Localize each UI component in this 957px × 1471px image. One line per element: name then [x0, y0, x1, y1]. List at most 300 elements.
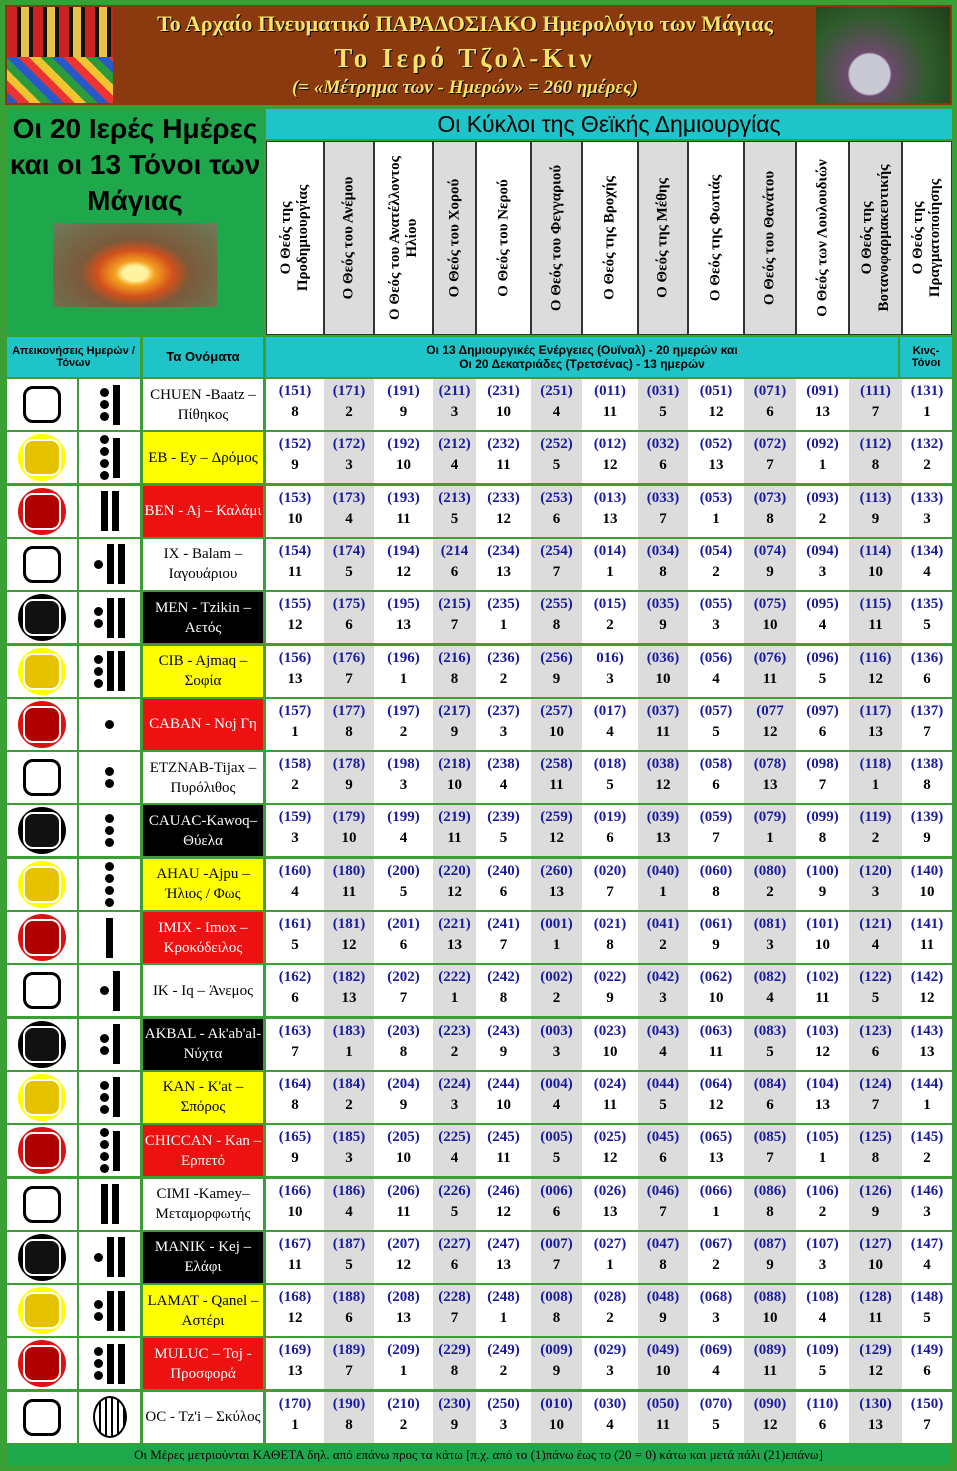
kin-cell: [433, 1125, 476, 1176]
tone-number: 2: [818, 510, 827, 527]
kin-number: (023): [593, 1022, 627, 1039]
ceremony-photo: [816, 7, 950, 103]
kin-cell: [531, 646, 582, 697]
tone-glyph-icon: [79, 1392, 140, 1443]
kin-number: (056): [699, 649, 733, 666]
tone-number: 11: [762, 670, 778, 687]
kin-cell: [582, 805, 638, 856]
kin-cell: [324, 912, 374, 963]
fire-photo: [53, 223, 217, 307]
kin-cell: [476, 912, 531, 963]
kin-number: (173): [332, 489, 366, 506]
kin-cell: [688, 432, 744, 483]
kin-cell: [688, 1285, 744, 1336]
tone-number: 6: [659, 1150, 667, 1167]
kin-number: (079): [753, 809, 787, 826]
tone-number: 6: [399, 937, 408, 953]
tone-number: 1: [499, 1310, 508, 1327]
kin-cell: [266, 1338, 324, 1389]
kin-cell: [324, 432, 374, 483]
day-glyph-icon: [7, 1125, 77, 1176]
kin-number: (223): [438, 1022, 471, 1039]
kin-cell: [324, 805, 374, 856]
kin-number: (119): [859, 809, 892, 826]
tone-number: 5: [552, 1150, 561, 1167]
kin-number: (250): [487, 1395, 520, 1412]
tone-glyph-icon: [79, 539, 140, 590]
tone-number: 8: [606, 937, 614, 953]
kin-cell: [531, 592, 582, 643]
tone-number: 9: [399, 1096, 408, 1113]
day-name: MULUC – Toj - Προσφορά: [143, 1338, 263, 1389]
kin-cell: [582, 539, 638, 590]
kin-number: (075): [753, 596, 787, 613]
kin-number: (012): [593, 436, 627, 453]
tone-number: 13: [287, 670, 303, 687]
kin-number: (189): [332, 1342, 366, 1359]
kin-cell: [531, 486, 582, 537]
tone-number: 4: [923, 1256, 931, 1273]
tone-number: 11: [396, 510, 411, 527]
kin-number: (095): [806, 596, 839, 613]
day-name: CIMI -Kamey– Μεταμορφωτής: [143, 1179, 263, 1230]
kin-cell: [744, 1019, 796, 1070]
kin-number: (074): [753, 542, 787, 559]
kin-number: (053): [699, 489, 733, 506]
kin-number: (060): [699, 862, 733, 879]
tone-number: 10: [447, 777, 462, 794]
day-glyph-icon: [7, 912, 77, 963]
kin-cell: [796, 646, 849, 697]
kin-cell: [849, 859, 902, 910]
kin-cell: [433, 1392, 476, 1443]
kin-cell: [324, 539, 374, 590]
kin-number: (143): [910, 1022, 944, 1039]
tone-number: 8: [659, 563, 667, 580]
tone-glyph-icon: [79, 912, 140, 963]
kin-cell: [638, 1392, 688, 1443]
kin-number: (089): [753, 1342, 787, 1359]
header-subtitle: (= «Μέτρημα των - Ημερών» = 260 ημέρες): [291, 77, 639, 98]
kin-number: (227): [438, 1235, 471, 1252]
tone-number: 10: [868, 1256, 883, 1273]
kin-number: (108): [806, 1289, 839, 1306]
tone-number: 4: [923, 563, 931, 580]
kin-number: (178): [332, 756, 366, 773]
kin-number: (187): [332, 1235, 366, 1252]
kin-cell: [744, 486, 796, 537]
kin-number: (107): [806, 1235, 839, 1252]
kin-number: (076): [753, 649, 787, 666]
tone-number: 9: [871, 1203, 880, 1220]
kin-cell: [266, 592, 324, 643]
kin-cell: [582, 1392, 638, 1443]
tone-number: 11: [287, 563, 303, 580]
kin-cell: [849, 1392, 902, 1443]
cycles-title: Οι Κύκλοι της Θεϊκής Δημιουργίας: [266, 109, 952, 139]
kin-cell: [902, 1338, 952, 1389]
kin-number: (030): [593, 1395, 627, 1412]
kin-number: (238): [487, 756, 520, 773]
tone-number: 5: [923, 617, 931, 634]
kin-cell: [638, 486, 688, 537]
tone-number: 9: [345, 777, 353, 794]
kin-cell: [476, 965, 531, 1016]
kin-number: (050): [646, 1395, 680, 1412]
kin-number: (097): [806, 702, 839, 719]
table-row: [5, 646, 952, 697]
kin-cell: [266, 1019, 324, 1070]
kin-number: (052): [699, 436, 733, 453]
kin-number: (230): [438, 1395, 471, 1412]
tone-glyph-icon: [79, 1072, 140, 1123]
kin-cell: [531, 965, 582, 1016]
tone-number: 13: [868, 723, 883, 740]
kin-cell: [476, 486, 531, 537]
kin-cell: [266, 539, 324, 590]
kin-number: (110): [806, 1395, 839, 1412]
tone-number: 2: [291, 777, 299, 794]
kin-number: (087): [753, 1235, 787, 1252]
kin-cell: [531, 1179, 582, 1230]
tone-number: 13: [815, 404, 830, 420]
tone-number: 8: [399, 1043, 408, 1060]
tone-number: 13: [549, 883, 564, 900]
tone-number: 6: [450, 563, 459, 580]
tone-number: 8: [659, 1256, 667, 1273]
kin-cell: [849, 1232, 902, 1283]
kin-number: (170): [278, 1395, 312, 1412]
kin-number: (033): [646, 489, 680, 506]
tone-number: 6: [659, 457, 667, 474]
tone-number: 13: [287, 1363, 303, 1380]
tone-number: 6: [552, 510, 561, 527]
kin-number: (239): [487, 809, 520, 826]
kin-cell: [688, 699, 744, 750]
kin-cell: [902, 539, 952, 590]
kin-number: (112): [859, 436, 892, 453]
kin-number: (020): [593, 862, 627, 879]
tone-number: 8: [923, 777, 931, 794]
tone-number: 3: [659, 990, 667, 1007]
kin-cell: [902, 432, 952, 483]
table-row: [5, 912, 952, 963]
kin-number: (034): [646, 542, 680, 559]
kin-number: (105): [806, 1129, 839, 1146]
kin-cell: [688, 805, 744, 856]
tone-number: 3: [499, 1416, 508, 1433]
kin-cell: [744, 699, 796, 750]
kin-number: (085): [753, 1129, 787, 1146]
kin-cell: [688, 486, 744, 537]
tone-number: 4: [552, 1096, 561, 1113]
kin-number: (071): [753, 383, 787, 399]
kin-cell: [324, 1338, 374, 1389]
kin-cell: [266, 1125, 324, 1176]
kin-cell: [531, 859, 582, 910]
header-energies-line2: Οι 20 Δεκατριάδες (Τρετσένας) - 13 ημερών: [459, 357, 705, 371]
tone-number: 1: [450, 990, 459, 1007]
tone-number: 3: [766, 937, 774, 953]
kin-number: (025): [593, 1129, 627, 1146]
table-row: [5, 486, 952, 537]
god-column-4: [433, 141, 476, 335]
god-label: Ο Θεός του Νερού: [495, 179, 511, 297]
kin-cell: [324, 1232, 374, 1283]
tone-glyph-icon: [79, 1179, 140, 1230]
tone-number: 9: [291, 457, 299, 474]
tone-number: 6: [291, 990, 299, 1007]
kin-number: (214: [440, 542, 469, 559]
tone-number: 7: [659, 510, 667, 527]
kin-cell: [476, 539, 531, 590]
tone-number: 9: [552, 1363, 561, 1380]
kin-cell: [374, 1232, 433, 1283]
tone-number: 11: [708, 1043, 724, 1060]
kin-cell: [638, 592, 688, 643]
kin-number: (160): [278, 862, 312, 879]
tone-number: 8: [450, 670, 459, 687]
kin-number: (080): [753, 862, 787, 879]
kin-cell: [796, 1019, 849, 1070]
kin-cell: [849, 752, 902, 803]
tone-number: 7: [399, 990, 408, 1007]
kin-number: (128): [859, 1289, 892, 1306]
tone-number: 8: [552, 1310, 561, 1327]
kin-number: (057): [699, 702, 733, 719]
god-label: Ο Θεός της Βοτανοφαρμακευτικής: [858, 164, 892, 312]
kin-number: (093): [806, 489, 839, 506]
god-label: Ο Θεός του Φεγγαριού: [548, 164, 564, 312]
kin-cell: [266, 752, 324, 803]
tone-number: 4: [399, 830, 408, 847]
table-row: [5, 1285, 952, 1336]
kin-cell: [796, 805, 849, 856]
kin-number: (147): [910, 1235, 944, 1252]
kin-cell: [531, 805, 582, 856]
kin-cell: [582, 1232, 638, 1283]
tone-number: 6: [499, 883, 508, 900]
kin-number: (082): [753, 969, 787, 986]
header-line1: Το Αρχαίο Πνευματικό ΠΑΡΑΔΟΣΙΑΚΟ Ημερολόγιο των Μάγιας: [157, 11, 773, 36]
header-energies: [266, 337, 898, 377]
kin-cell: [902, 752, 952, 803]
kin-number: (038): [646, 756, 680, 773]
kin-number: (049): [646, 1342, 680, 1359]
kin-cell: [796, 752, 849, 803]
kin-number: (210): [387, 1395, 420, 1412]
day-glyph-icon: [7, 432, 77, 483]
tone-number: 1: [291, 723, 299, 740]
kin-number: (008): [540, 1289, 573, 1306]
kin-cell: [744, 592, 796, 643]
tone-number: 2: [712, 563, 720, 580]
kin-number: (117): [859, 702, 892, 719]
table-row: [5, 1392, 952, 1443]
tone-number: 3: [606, 1363, 614, 1380]
kin-cell: [638, 1179, 688, 1230]
tone-number: 8: [871, 1150, 880, 1167]
kin-cell: [374, 752, 433, 803]
intro-title: Οι 20 Ιερές Ημέρες και οι 13 Τόνοι των Μάγιας: [9, 113, 261, 216]
header-energies-line1: Οι 13 Δημιουργικές Ενέργειες (Ουϊναλ) - 20 ημερών και: [426, 343, 738, 357]
kin-cell: [902, 1125, 952, 1176]
tone-number: 7: [923, 1416, 931, 1433]
kin-cell: [324, 646, 374, 697]
kin-number: (148): [910, 1289, 944, 1306]
kin-cell: [849, 432, 902, 483]
kin-number: (226): [438, 1182, 471, 1199]
day-name: AHAU -Ajpu – Ήλιος / Φως: [143, 859, 263, 910]
tone-number: 7: [450, 617, 459, 634]
tone-number: 10: [396, 457, 411, 474]
kin-cell: [638, 912, 688, 963]
kin-cell: [531, 539, 582, 590]
kin-number: (177): [332, 702, 366, 719]
kin-cell: [582, 379, 638, 430]
kin-cell: [476, 1179, 531, 1230]
kin-cell: [902, 379, 952, 430]
kin-number: (209): [387, 1342, 420, 1359]
tone-number: 12: [287, 617, 303, 634]
tone-number: 4: [606, 1416, 614, 1433]
kin-number: (216): [438, 649, 471, 666]
tone-glyph-icon: [79, 1232, 140, 1283]
kin-cell: [796, 699, 849, 750]
tone-number: 5: [450, 1203, 459, 1220]
kin-number: (011): [594, 383, 626, 399]
tone-number: 11: [815, 990, 830, 1007]
tone-number: 8: [345, 723, 353, 740]
kin-number: (176): [332, 649, 366, 666]
kin-number: (127): [859, 1235, 892, 1252]
tone-number: 5: [450, 510, 459, 527]
tone-number: 8: [291, 404, 299, 420]
kin-number: (099): [806, 809, 839, 826]
kin-cell: [796, 1072, 849, 1123]
kin-cell: [582, 432, 638, 483]
tone-number: 2: [871, 830, 880, 847]
day-glyph-icon: [7, 805, 77, 856]
kin-number: (145): [910, 1129, 944, 1146]
kin-number: (101): [806, 916, 839, 932]
tone-number: 10: [708, 990, 724, 1007]
kin-number: (036): [646, 649, 680, 666]
tone-number: 12: [708, 1096, 724, 1113]
kin-number: (228): [438, 1289, 471, 1306]
kin-number: (199): [387, 809, 420, 826]
kin-cell: [688, 539, 744, 590]
kin-cell: [796, 1338, 849, 1389]
kin-cell: [744, 805, 796, 856]
tone-number: 9: [766, 1256, 774, 1273]
kin-number: (004): [540, 1075, 573, 1092]
tone-glyph-icon: [79, 859, 140, 910]
kin-cell: [688, 1338, 744, 1389]
tone-glyph-icon: [79, 432, 140, 483]
tone-number: 12: [396, 1256, 411, 1273]
kin-number: (198): [387, 756, 420, 773]
tone-number: 13: [815, 1096, 830, 1113]
kin-number: (151): [278, 383, 312, 399]
kin-cell: [324, 859, 374, 910]
tone-number: 11: [655, 723, 671, 740]
kin-cell: [849, 965, 902, 1016]
kin-cell: [688, 752, 744, 803]
kin-number: (191): [387, 383, 420, 399]
kin-number: (192): [387, 436, 420, 453]
tone-number: 10: [496, 1096, 511, 1113]
tone-number: 12: [602, 457, 618, 474]
kin-cell: [902, 1179, 952, 1230]
kin-cell: [266, 805, 324, 856]
kin-number: (116): [859, 649, 892, 666]
god-label: Ο Θεός του Ανέμου: [340, 176, 357, 300]
tone-glyph-icon: [79, 965, 140, 1016]
kin-cell: [374, 805, 433, 856]
tone-number: 2: [399, 723, 408, 740]
kin-cell: [476, 432, 531, 483]
tone-number: 6: [871, 1043, 880, 1060]
tone-number: 2: [606, 1310, 614, 1327]
kin-cell: [476, 1019, 531, 1070]
kin-number: (235): [487, 596, 520, 613]
kin-number: (183): [332, 1022, 366, 1039]
kin-cell: [266, 965, 324, 1016]
tone-number: 3: [871, 883, 880, 900]
kin-number: (203): [387, 1022, 420, 1039]
kin-number: (122): [859, 969, 892, 986]
tone-glyph-icon: [79, 379, 140, 430]
tone-number: 4: [450, 457, 459, 474]
table-row: [5, 539, 952, 590]
table-row: [5, 1232, 952, 1283]
kin-cell: [476, 592, 531, 643]
kin-cell: [638, 965, 688, 1016]
kin-cell: [476, 379, 531, 430]
tone-number: 2: [499, 1363, 508, 1380]
tone-number: 12: [341, 937, 357, 953]
tone-number: 3: [399, 777, 408, 794]
tone-number: 8: [766, 510, 774, 527]
god-label: Ο Θεός της Μέθης: [654, 178, 671, 298]
kin-number: (081): [753, 916, 787, 932]
tone-number: 5: [499, 830, 508, 847]
tone-number: 9: [712, 937, 720, 953]
kin-cell: [902, 592, 952, 643]
day-glyph-icon: [7, 1179, 77, 1230]
kin-cell: [374, 379, 433, 430]
kin-number: (037): [646, 702, 680, 719]
kin-number: (058): [699, 756, 733, 773]
kin-number: (040): [646, 862, 680, 879]
kin-number: (244): [487, 1075, 520, 1092]
kin-number: (200): [387, 862, 420, 879]
tone-number: 7: [659, 1203, 667, 1220]
header-kin-tones: Κινς-Τόνοι: [900, 337, 952, 377]
kin-number: (182): [332, 969, 366, 986]
kin-cell: [374, 432, 433, 483]
tone-number: 12: [396, 563, 411, 580]
tone-number: 4: [552, 404, 561, 420]
kin-cell: [688, 1392, 744, 1443]
tone-glyph-icon: [79, 699, 140, 750]
tone-number: 5: [818, 670, 827, 687]
tone-number: 8: [818, 830, 827, 847]
god-column-8: [638, 141, 688, 335]
kin-cell: [374, 1072, 433, 1123]
god-column-11: [796, 141, 849, 335]
